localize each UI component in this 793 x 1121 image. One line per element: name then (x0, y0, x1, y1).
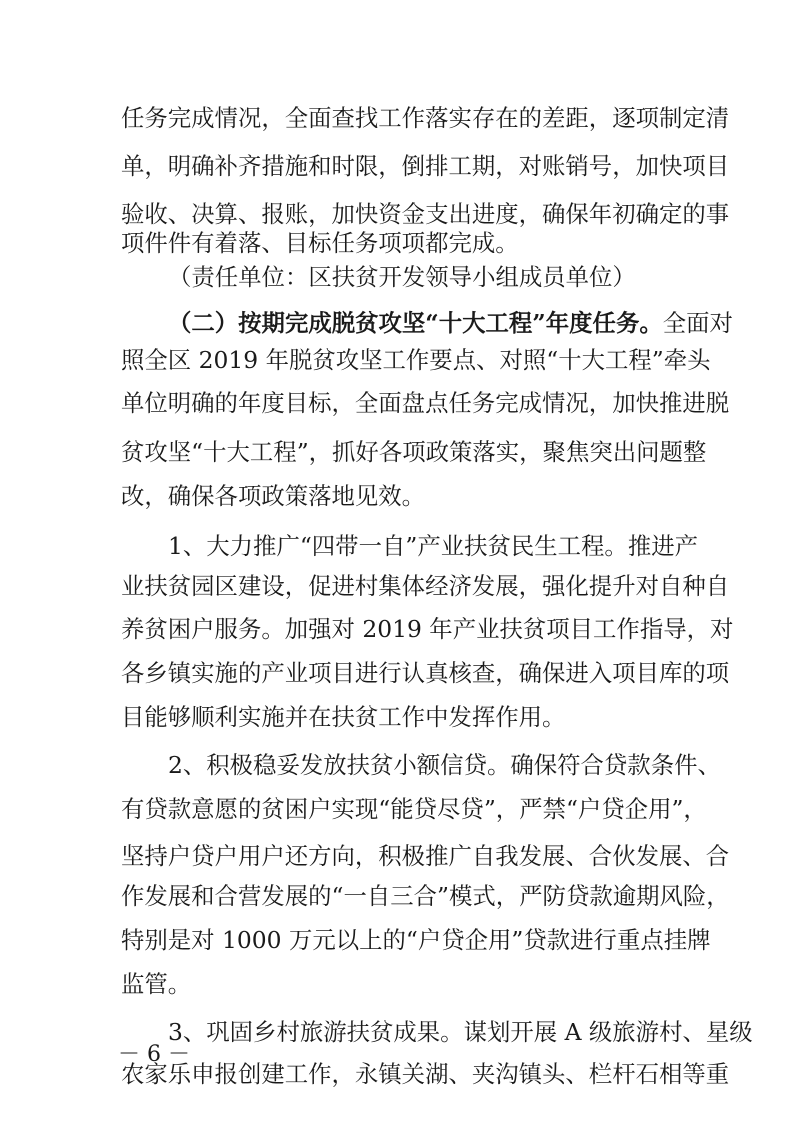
body-line: 各乡镇实施的产业项目进行认真核查，确保进入项目库的项 (121, 659, 730, 687)
page-number: － 6 － (118, 1042, 190, 1067)
body-line: 验收、决算、报账，加快资金支出进度，确保年初确定的事 (121, 200, 730, 228)
responsibility-note: （责任单位：区扶贫开发领导小组成员单位） (168, 263, 636, 291)
body-line: 作发展和合营发展的“一自三合”模式，严防贷款逾期风险， (121, 882, 730, 910)
section-heading-tail: 全面对 (662, 309, 733, 337)
body-line: 项件件有着落、目标任务项项都完成。 (121, 229, 519, 257)
body-line: 特别是对 1000 万元以上的“户贷企用”贷款进行重点挂牌 (121, 926, 711, 954)
body-line: 任务完成情况，全面查找工作落实存在的差距，逐项制定清 (121, 104, 730, 132)
item-1-line: 1、大力推广“四带一自”产业扶贫民生工程。推进产 (168, 532, 698, 560)
body-line: 养贫困户服务。加强对 2019 年产业扶贫项目工作指导，对 (121, 615, 734, 643)
item-3-line: 3、巩固乡村旅游扶贫成果。谋划开展 A 级旅游村、星级 (168, 1018, 753, 1046)
section-heading: （二）按期完成脱贫攻坚“十大工程”年度任务。 (168, 309, 663, 337)
section-heading-line (168, 305, 733, 341)
body-line: 照全区 2019 年脱贫攻坚工作要点、对照“十大工程”牵头 (121, 346, 711, 374)
body-line: 坚持户贷户用户还方向，积极推广自我发展、合伙发展、合 (121, 842, 730, 870)
body-line: 有贷款意愿的贫困户实现“能贷尽贷”，严禁“户贷企用”， (121, 795, 707, 823)
body-line: 贫攻坚“十大工程”，抓好各项政策落实，聚焦突出问题整 (121, 438, 707, 466)
body-line: 业扶贫园区建设，促进村集体经济发展，强化提升对自种自 (121, 572, 730, 600)
body-line: 单位明确的年度目标，全面盘点任务完成情况，加快推进脱 (121, 389, 730, 417)
body-line: 监管。 (121, 970, 192, 998)
item-2-line: 2、积极稳妥发放扶贫小额信贷。确保符合贷款条件、 (168, 751, 721, 779)
body-line: 农家乐申报创建工作，永镇关湖、夹沟镇头、栏杆石相等重 (121, 1060, 730, 1088)
body-line: 单，明确补齐措施和时限，倒排工期，对账销号，加快项目 (121, 152, 730, 180)
body-line: 目能够顺利实施并在扶贫工作中发挥作用。 (121, 703, 566, 731)
body-line: 改，确保各项政策落地见效。 (121, 482, 426, 510)
